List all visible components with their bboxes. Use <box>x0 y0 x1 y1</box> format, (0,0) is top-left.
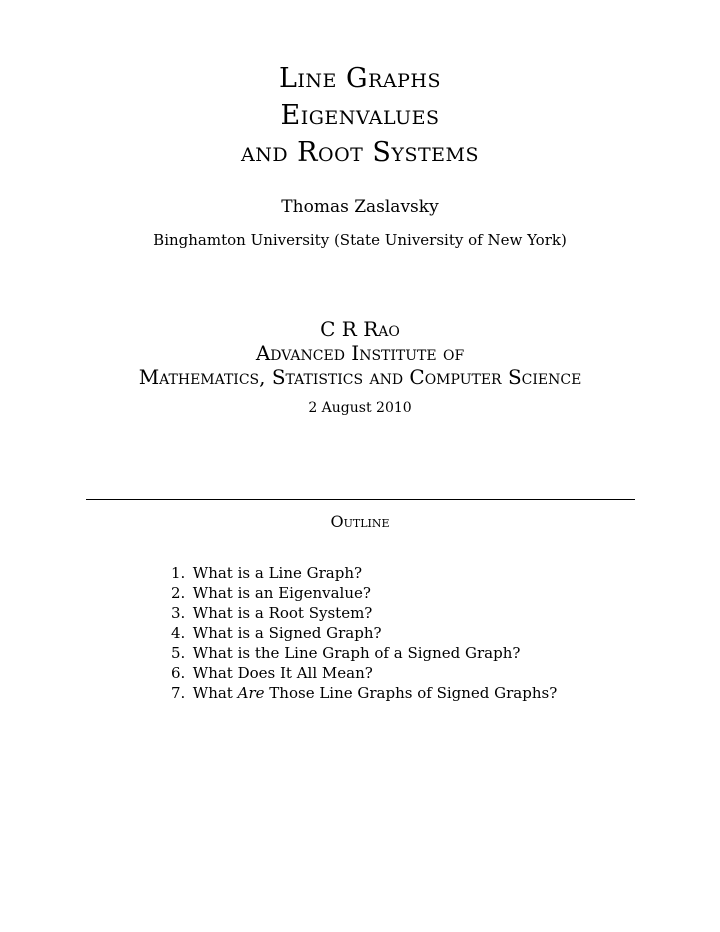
outline-item-text-after: Those Line Graphs of Signed Graphs? <box>269 684 558 702</box>
outline-heading: Outline <box>330 512 390 531</box>
outline-item <box>171 623 557 643</box>
outline-item <box>171 563 557 583</box>
author-affiliation: Binghamton University (State University of New York) <box>153 231 567 249</box>
outline-item <box>171 603 557 623</box>
author-name: Thomas Zaslavsky <box>281 197 439 217</box>
outline-item <box>171 583 557 603</box>
title-line-1: Line Graphs <box>279 63 441 94</box>
title-line-3: and Root Systems <box>241 137 479 168</box>
outline-item <box>171 643 557 663</box>
outline-item-number: 3. <box>171 604 186 622</box>
outline-item-number: 1. <box>171 564 186 582</box>
outline-item-text: What Does It All Mean? <box>192 664 373 682</box>
outline-item-text: What is a Root System? <box>192 604 373 622</box>
outline-item <box>171 683 557 703</box>
outline-item-number: 4. <box>171 624 186 642</box>
outline-item-number: 6. <box>171 664 186 682</box>
outline-item-text: What is an Eigenvalue? <box>192 584 371 602</box>
venue-line-1: C R Rao <box>320 317 400 341</box>
title-line-2: Eigenvalues <box>280 100 440 131</box>
venue-line-3: Mathematics, Statistics and Computer Science <box>138 365 582 389</box>
outline-item-text: What is a Line Graph? <box>192 564 363 582</box>
outline-item <box>171 663 557 683</box>
outline-item-text-emphasis: Are <box>237 684 265 702</box>
venue-line-2: Advanced Institute of <box>255 341 465 365</box>
outline-item-number: 2. <box>171 584 186 602</box>
outline-list <box>171 563 557 703</box>
outline-item-text: What is the Line Graph of a Signed Graph? <box>192 644 521 662</box>
outline-item-text: What is a Signed Graph? <box>192 624 382 642</box>
outline-item-number: 5. <box>171 644 186 662</box>
date: 2 August 2010 <box>308 400 412 416</box>
outline-item-number: 7. <box>171 684 186 702</box>
outline-item-text-before: What <box>192 684 233 702</box>
horizontal-divider <box>86 499 635 500</box>
